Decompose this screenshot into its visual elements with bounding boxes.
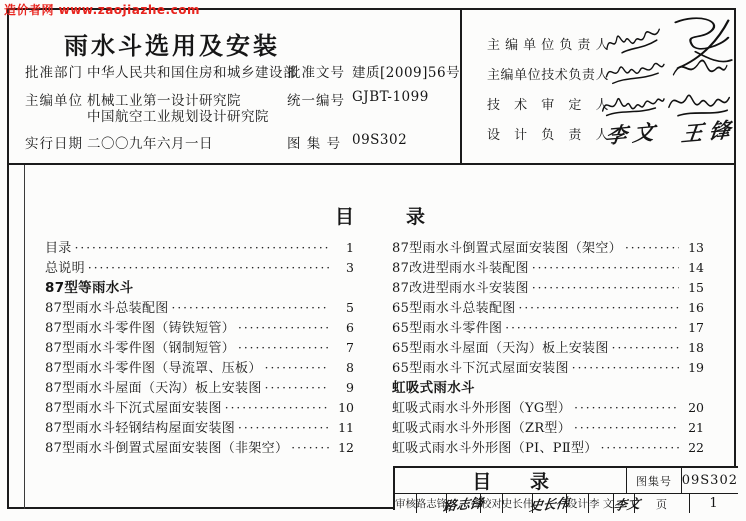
toc-item[interactable] <box>392 298 704 318</box>
toc-page-number: 9 <box>346 380 354 395</box>
toc-item-title: 87型雨水斗屋面（天沟）板上安装图 <box>45 381 262 396</box>
toc-item[interactable] <box>45 338 354 358</box>
credits-strip <box>395 494 642 515</box>
toc-item-title: 87型雨水斗零件图（钢制短管） <box>45 341 236 356</box>
toc-item[interactable] <box>45 398 354 418</box>
toc-item-title: 65型雨水斗总装配图 <box>392 301 516 316</box>
header-divider-line <box>7 163 736 165</box>
credit-role-proofreader: 校对 <box>481 494 503 513</box>
credit-signature-proofreader: 史长伟 <box>533 494 567 513</box>
toc-item[interactable] <box>392 238 704 258</box>
toc-item-title: 总说明 <box>45 261 85 276</box>
toc-page-number: 18 <box>688 340 704 355</box>
dot-leader <box>505 318 679 338</box>
credit-name-reviewer: 路志锋 <box>417 494 447 513</box>
dot-leader <box>172 298 329 318</box>
credit-signature-designer: 李文 <box>612 496 642 515</box>
toc-item-title: 65型雨水斗下沉式屋面安装图 <box>392 361 569 376</box>
dot-leader <box>532 278 679 298</box>
chief-editor-value-2: 中国航空工业规划设计研究院 <box>87 109 269 125</box>
toc-page-number: 14 <box>688 260 704 275</box>
toc-item-title: 87型雨水斗零件图（导流罩、压板） <box>45 361 262 376</box>
toc-page-number: 12 <box>338 440 354 455</box>
toc-item[interactable] <box>392 358 704 378</box>
header-vertical-divider <box>460 8 462 165</box>
toc-item[interactable] <box>392 258 704 278</box>
dot-leader <box>612 338 679 358</box>
toc-item-title: 87型雨水斗倒置式屋面安装图（架空） <box>392 241 622 256</box>
approvals-row-4-label: 设计负责人 <box>487 128 609 143</box>
toc-item-title: 87型雨水斗轻钢结构屋面安装图 <box>45 421 236 436</box>
signature-designer-1: 李文 <box>603 118 662 149</box>
toc-item[interactable] <box>45 378 354 398</box>
atlas-no-label: 图 集 号 <box>287 136 342 152</box>
dot-leader <box>574 418 679 438</box>
watermark-link[interactable]: 造价者网 www.zaojiazhe.com <box>4 3 200 17</box>
toc-item-title: 65型雨水斗屋面（天沟）板上安装图 <box>392 341 609 356</box>
dot-leader <box>519 298 679 318</box>
dot-leader <box>225 398 329 418</box>
sheet-title: 目 录 <box>472 471 565 493</box>
unified-no-value: GJBT-1099 <box>352 89 429 105</box>
dot-leader <box>291 438 329 458</box>
effective-date-value: 二〇〇九年六月一日 <box>87 136 213 152</box>
toc-page-number: 10 <box>338 400 354 415</box>
toc-item-title: 87改进型雨水斗装配图 <box>392 261 529 276</box>
toc-page-number: 5 <box>346 300 354 315</box>
approvals-row-3-label: 技术审定人 <box>487 98 609 113</box>
toc-item-title: 87型雨水斗倒置式屋面安装图（非架空） <box>45 441 289 456</box>
toc-page-number: 1 <box>346 240 354 255</box>
page-number-cell: 1 <box>709 496 719 511</box>
credit-role-designer: 设计 <box>567 494 589 513</box>
title-block-row-1 <box>395 468 738 494</box>
toc-item[interactable] <box>392 278 704 298</box>
toc-section-heading <box>392 378 704 398</box>
credit-signature-reviewer: 路志锋 <box>447 494 481 513</box>
dot-leader <box>601 438 679 458</box>
toc-item-title: 虹吸式雨水斗 <box>392 380 475 396</box>
toc-page-number: 6 <box>346 320 354 335</box>
dot-leader <box>238 318 329 338</box>
toc-item-title: 87型等雨水斗 <box>45 280 134 296</box>
title-block <box>393 466 738 515</box>
toc-item-title: 87改进型雨水斗安装图 <box>392 281 529 296</box>
credit-name-designer: 李 文 <box>589 494 614 513</box>
dot-leader <box>238 338 329 358</box>
chief-editor-label: 主编单位 <box>25 93 83 109</box>
document-title: 雨水斗选用及安装 <box>64 32 280 60</box>
toc-page-number: 20 <box>688 400 704 415</box>
approval-dept-row <box>25 61 83 81</box>
toc-item[interactable] <box>45 238 354 258</box>
dot-leader <box>572 358 679 378</box>
toc-item-title: 虹吸式雨水斗外形图（YG型） <box>392 401 572 416</box>
toc-item[interactable] <box>392 398 704 418</box>
signature-chief-principal <box>603 23 666 59</box>
credit-name-proofreader: 史长伟 <box>503 494 533 513</box>
binding-margin-line <box>24 165 25 509</box>
toc-page-number: 17 <box>688 320 704 335</box>
toc-item-title: 87型雨水斗总装配图 <box>45 301 169 316</box>
toc-right-column <box>392 238 704 458</box>
atlas-no-value: 09S302 <box>352 132 408 148</box>
atlas-number-cell: 09S302 <box>681 473 738 488</box>
credit-role-reviewer: 审核 <box>395 494 417 513</box>
toc-item[interactable] <box>45 318 354 338</box>
title-block-row-2 <box>395 494 738 513</box>
dot-leader <box>88 258 329 278</box>
toc-page-number: 16 <box>688 300 704 315</box>
sheet-title-cell <box>395 468 627 493</box>
approval-doc-no-value: 建质[2009]56号 <box>352 65 461 81</box>
approvals-row-2-label: 主编单位技术负责人 <box>487 68 609 83</box>
toc-page-number: 15 <box>688 280 704 295</box>
toc-page-number: 22 <box>688 440 704 455</box>
dot-leader <box>75 238 329 258</box>
toc-left-column <box>45 238 354 458</box>
toc-title: 目录 <box>335 206 478 228</box>
approval-dept-label: 批准部门 <box>25 65 83 81</box>
dot-leader <box>532 258 679 278</box>
chief-editor-value-1: 机械工业第一设计研究院 <box>87 93 241 109</box>
toc-item[interactable] <box>392 318 704 338</box>
toc-page-number: 19 <box>688 360 704 375</box>
toc-page-number: 13 <box>688 240 704 255</box>
approval-dept-value: 中华人民共和国住房和城乡建设部 <box>87 65 297 81</box>
toc-item[interactable] <box>45 258 354 278</box>
effective-date-label: 实行日期 <box>25 136 83 152</box>
signature-designer-2: 王锋 <box>679 116 738 147</box>
toc-item-title: 87型雨水斗零件图（铸铁短管） <box>45 321 236 336</box>
signature-tech-principal <box>602 56 668 88</box>
toc-page-number: 8 <box>346 360 354 375</box>
toc-item[interactable] <box>392 438 704 458</box>
approvals-row-1-label: 主编单位负责人 <box>487 38 609 53</box>
toc-item[interactable] <box>45 298 354 318</box>
toc-item-title: 虹吸式雨水斗外形图（ZR型） <box>392 421 572 436</box>
approval-doc-no-label: 批准文号 <box>287 65 345 81</box>
dot-leader <box>265 358 329 378</box>
dot-leader <box>625 238 679 258</box>
toc-item-title: 65型雨水斗零件图 <box>392 321 503 336</box>
toc-page-number: 3 <box>346 260 354 275</box>
atlas-label-cell: 图集号 <box>627 468 681 493</box>
toc-page-number: 21 <box>688 420 704 435</box>
toc-item[interactable] <box>45 438 354 458</box>
toc-item-title: 虹吸式雨水斗外形图（PⅠ、PⅡ型） <box>392 441 598 456</box>
toc-item[interactable] <box>392 338 704 358</box>
toc-item-title: 目录 <box>45 241 72 256</box>
unified-no-label: 统一编号 <box>287 93 345 109</box>
toc-section-heading <box>45 278 354 298</box>
page-label-cell: 页 <box>634 494 690 513</box>
dot-leader <box>238 418 329 438</box>
toc-page-number: 7 <box>346 340 354 355</box>
toc-item[interactable] <box>45 358 354 378</box>
toc-page-number: 11 <box>338 420 354 435</box>
toc-item[interactable] <box>392 418 704 438</box>
dot-leader <box>574 398 679 418</box>
toc-item[interactable] <box>45 418 354 438</box>
dot-leader <box>265 378 329 398</box>
toc-item-title: 87型雨水斗下沉式屋面安装图 <box>45 401 222 416</box>
